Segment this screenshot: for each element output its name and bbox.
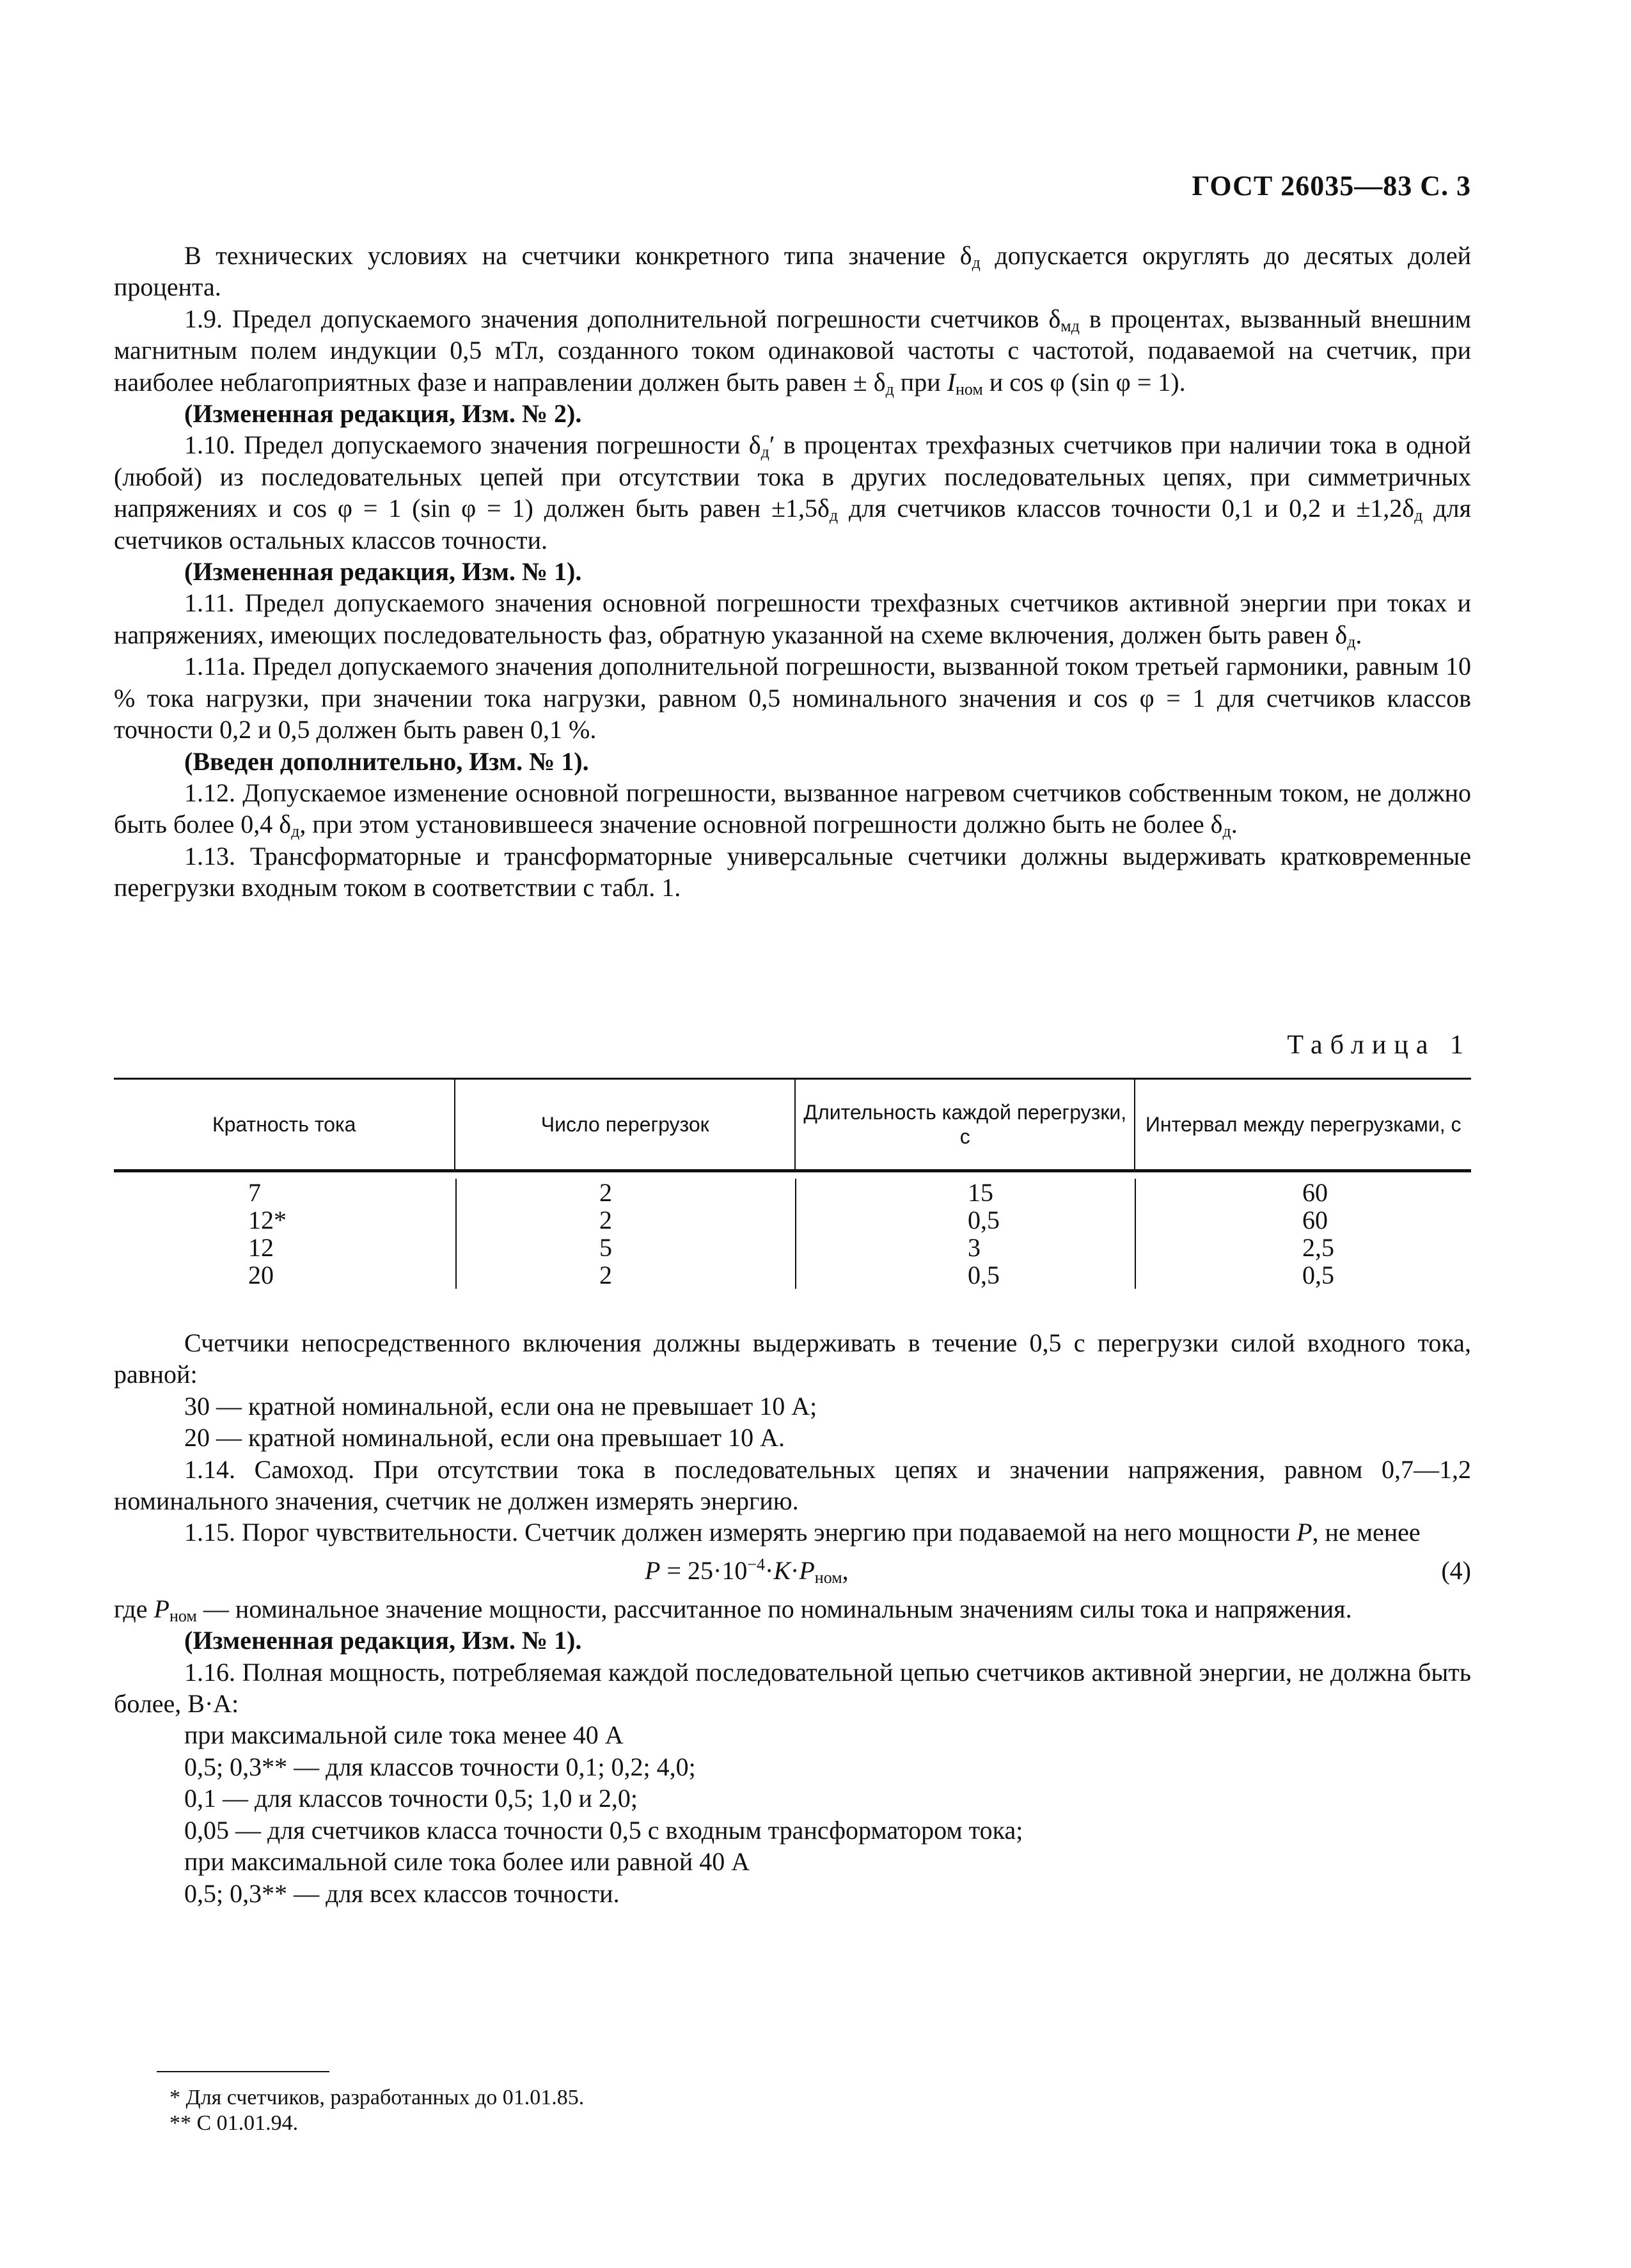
- text-run: .: [1231, 810, 1238, 839]
- superscript: −4: [747, 1555, 765, 1574]
- footnote: ** С 01.01.94.: [169, 2111, 299, 2135]
- list-item: 20 — кратной номинальной, если она превышает 10 А.: [184, 1423, 785, 1453]
- subscript: д: [1414, 506, 1423, 525]
- subscript: ном: [955, 379, 983, 398]
- text-run: в процентах, вызванный внешним магнитным полем индукции 0,5 мТл, созданного током одинаковой частоты с частотой, подаваемой на счетчик, при наиболее неблагоприятных фазе и направлении должен быть равен ± δ: [114, 304, 1472, 397]
- header-cell: Число перегрузок: [454, 1080, 794, 1169]
- subscript: д: [1222, 822, 1231, 841]
- text-run: 1.9. Предел допускаемого значения дополнительной погрешности счетчиков δ: [184, 304, 1061, 333]
- paragraph-1-9: [114, 303, 1471, 398]
- list-item: 0,1 — для классов точности 0,5; 1,0 и 2,0;: [184, 1784, 638, 1813]
- text-run: В технических условиях на счетчики конкретного типа значение δ: [184, 241, 972, 270]
- text-run: 1.12. Допускаемое изменение основной погрешности, вызванное нагревом счетчиков собственным током, не должно быть более 0,4 δ: [114, 778, 1471, 839]
- paragraph-1-12: [114, 777, 1471, 840]
- italic-symbol: P: [645, 1555, 661, 1585]
- text-run: ·: [791, 1555, 800, 1585]
- text-run: для счетчиков классов точности 0,1 и 0,2 и ±1,2δ: [838, 494, 1415, 523]
- formula-row: [114, 1548, 1471, 1593]
- table-cell: 15: [795, 1179, 1135, 1206]
- list-item: 0,05 — для счетчиков класса точности 0,5 с входным трансформатором тока;: [184, 1815, 1023, 1845]
- footnote: * Для счетчиков, разработанных до 01.01.85.: [169, 2086, 585, 2109]
- revision-note: (Измененная редакция, Изм. № 1).: [184, 557, 582, 587]
- subscript: д: [291, 822, 300, 841]
- text-run: для счетчиков остальных классов точности.: [114, 494, 1472, 555]
- table-caption: Таблица 1: [1287, 1030, 1471, 1060]
- text-run: при: [894, 367, 947, 397]
- footnotes: [169, 2085, 584, 2136]
- paragraph-1-11a: 1.11а. Предел допускаемого значения дополнительной погрешности, вызванной током третьей гармоники, равным 10 % тока нагрузки, при значении тока нагрузки, равном 0,5 номинального значения и cos φ = 1 для счетчиков классов точности 0,2 и 0,5 должен быть равен 0,1 %.: [114, 652, 1471, 744]
- revision-note: (Измененная редакция, Изм. № 1).: [184, 1626, 582, 1655]
- body-text-continued: [114, 1327, 1471, 1909]
- text-run: 1.10. Предел допускаемого значения погрешности δ: [184, 430, 761, 460]
- table-cell: 12: [248, 1233, 274, 1262]
- text-run: , при этом установившееся значение основной погрешности должно быть не более δ: [299, 810, 1223, 839]
- subscript: ном: [814, 1568, 842, 1587]
- list-item: при максимальной силе тока более или равной 40 А: [184, 1847, 750, 1877]
- table-cell: 2,5: [1135, 1234, 1471, 1261]
- paragraph-1-11: [114, 587, 1471, 650]
- italic-symbol: P: [154, 1594, 169, 1623]
- table-cell: 2: [455, 1206, 795, 1234]
- italic-symbol: P: [799, 1555, 815, 1585]
- table-header: [114, 1078, 1471, 1172]
- table-cell: 2: [455, 1261, 795, 1289]
- formula-number: (4): [1441, 1555, 1471, 1585]
- table-cell: 3: [795, 1234, 1135, 1261]
- text-run: где: [114, 1594, 154, 1623]
- subscript: д: [1347, 632, 1356, 651]
- where-definition: [114, 1593, 1471, 1625]
- header-cell: Кратность тока: [212, 1113, 356, 1136]
- table-cell: 60: [1135, 1179, 1471, 1206]
- subscript: д: [885, 379, 894, 398]
- text-run: допускается округлять до десятых долей процента.: [114, 241, 1471, 302]
- subscript: д: [760, 443, 769, 462]
- footnote-divider: [157, 2071, 329, 2072]
- italic-symbol: K: [773, 1555, 791, 1585]
- paragraph-1-16: 1.16. Полная мощность, потребляемая каждой последовательной цепью счетчиков активной энергии, не должна быть более, В·А:: [114, 1657, 1471, 1719]
- text-run: 1.11. Предел допускаемого значения основной погрешности трехфазных счетчиков активной энергии при токах и напряжениях, имеющих последовательность фаз, обратную указанной на схеме включения, должен быть равен δ: [114, 588, 1471, 649]
- table-row: [114, 1179, 1471, 1206]
- formula: [645, 1555, 849, 1586]
- added-note: (Введен дополнительно, Изм. № 1).: [184, 746, 589, 776]
- italic-symbol: P: [1296, 1518, 1312, 1547]
- table-cell: 60: [1135, 1206, 1471, 1234]
- table-row: [114, 1206, 1471, 1234]
- paragraph-1-14: 1.14. Самоход. При отсутствии тока в последовательных цепях и значении напряжения, равном 0,7—1,2 номинального значения, счетчик не должен измерять энергию.: [114, 1454, 1471, 1516]
- paragraph-1-10: [114, 429, 1471, 556]
- table-cell: 0,5: [795, 1206, 1135, 1234]
- list-item: при максимальной силе тока менее 40 А: [184, 1721, 624, 1750]
- italic-symbol: I: [947, 367, 956, 397]
- subscript: д: [972, 253, 981, 272]
- text-run: ·: [765, 1555, 774, 1585]
- table-cell: 5: [455, 1234, 795, 1261]
- paragraph-direct-connection: Счетчики непосредственного включения должны выдерживать в течение 0,5 с перегрузки силой входного тока, равной:: [114, 1328, 1471, 1389]
- list-item: 0,5; 0,3** — для классов точности 0,1; 0,2; 4,0;: [184, 1752, 696, 1781]
- overload-table: [114, 1078, 1471, 1289]
- table-row: [114, 1261, 1471, 1289]
- table-cell: 7: [248, 1178, 261, 1207]
- table-cell: 12*: [248, 1206, 287, 1234]
- body-text: [114, 240, 1471, 904]
- table-cell: 0,5: [795, 1261, 1135, 1289]
- text-run: ′ в процентах трехфазных счетчиков при наличии тока в одной (любой) из последовательных цепей при отсутствии тока в других последовательных цепях, при симметричных напряжениях и cos φ = 1 (sin φ = 1) должен быть равен ±1,5δ: [114, 430, 1471, 523]
- text-run: 1.15. Порог чувствительности. Счетчик должен измерять энергию при подаваемой на него мощности: [184, 1518, 1297, 1547]
- header-cell: Длительность каждой перегрузки, с: [794, 1080, 1135, 1169]
- text-run: .: [1355, 620, 1362, 649]
- paragraph-rounding: [114, 240, 1471, 303]
- text-run: ,: [842, 1555, 849, 1585]
- paragraph-1-13: 1.13. Трансформаторные и трансформаторные универсальные счетчики должны выдерживать кратковременные перегрузки входным током в соответствии с табл. 1.: [114, 841, 1471, 902]
- text-run: , не менее: [1312, 1518, 1421, 1547]
- table-body: [114, 1172, 1471, 1289]
- table-cell: 2: [455, 1179, 795, 1206]
- header-cell: Интервал между перегрузками, с: [1134, 1080, 1471, 1169]
- subscript: д: [829, 506, 839, 525]
- subscript: ном: [169, 1606, 197, 1625]
- text-run: = 25·10: [660, 1555, 748, 1585]
- paragraph-1-15: [114, 1516, 1471, 1548]
- page-header: ГОСТ 26035—83 С. 3: [1192, 170, 1471, 201]
- table-cell: 20: [248, 1261, 274, 1289]
- revision-note: (Измененная редакция, Изм. № 2).: [184, 399, 582, 429]
- list-item: 0,5; 0,3** — для всех классов точности.: [184, 1878, 620, 1908]
- subscript: мд: [1060, 316, 1080, 335]
- list-item: 30 — кратной номинальной, если она не превышает 10 А;: [184, 1391, 817, 1421]
- table-cell: 0,5: [1135, 1261, 1471, 1289]
- table-row: [114, 1234, 1471, 1261]
- text-run: и cos φ (sin φ = 1).: [982, 367, 1186, 397]
- text-run: — номинальное значение мощности, рассчитанное по номинальным значениям силы тока и напряжения.: [196, 1594, 1352, 1623]
